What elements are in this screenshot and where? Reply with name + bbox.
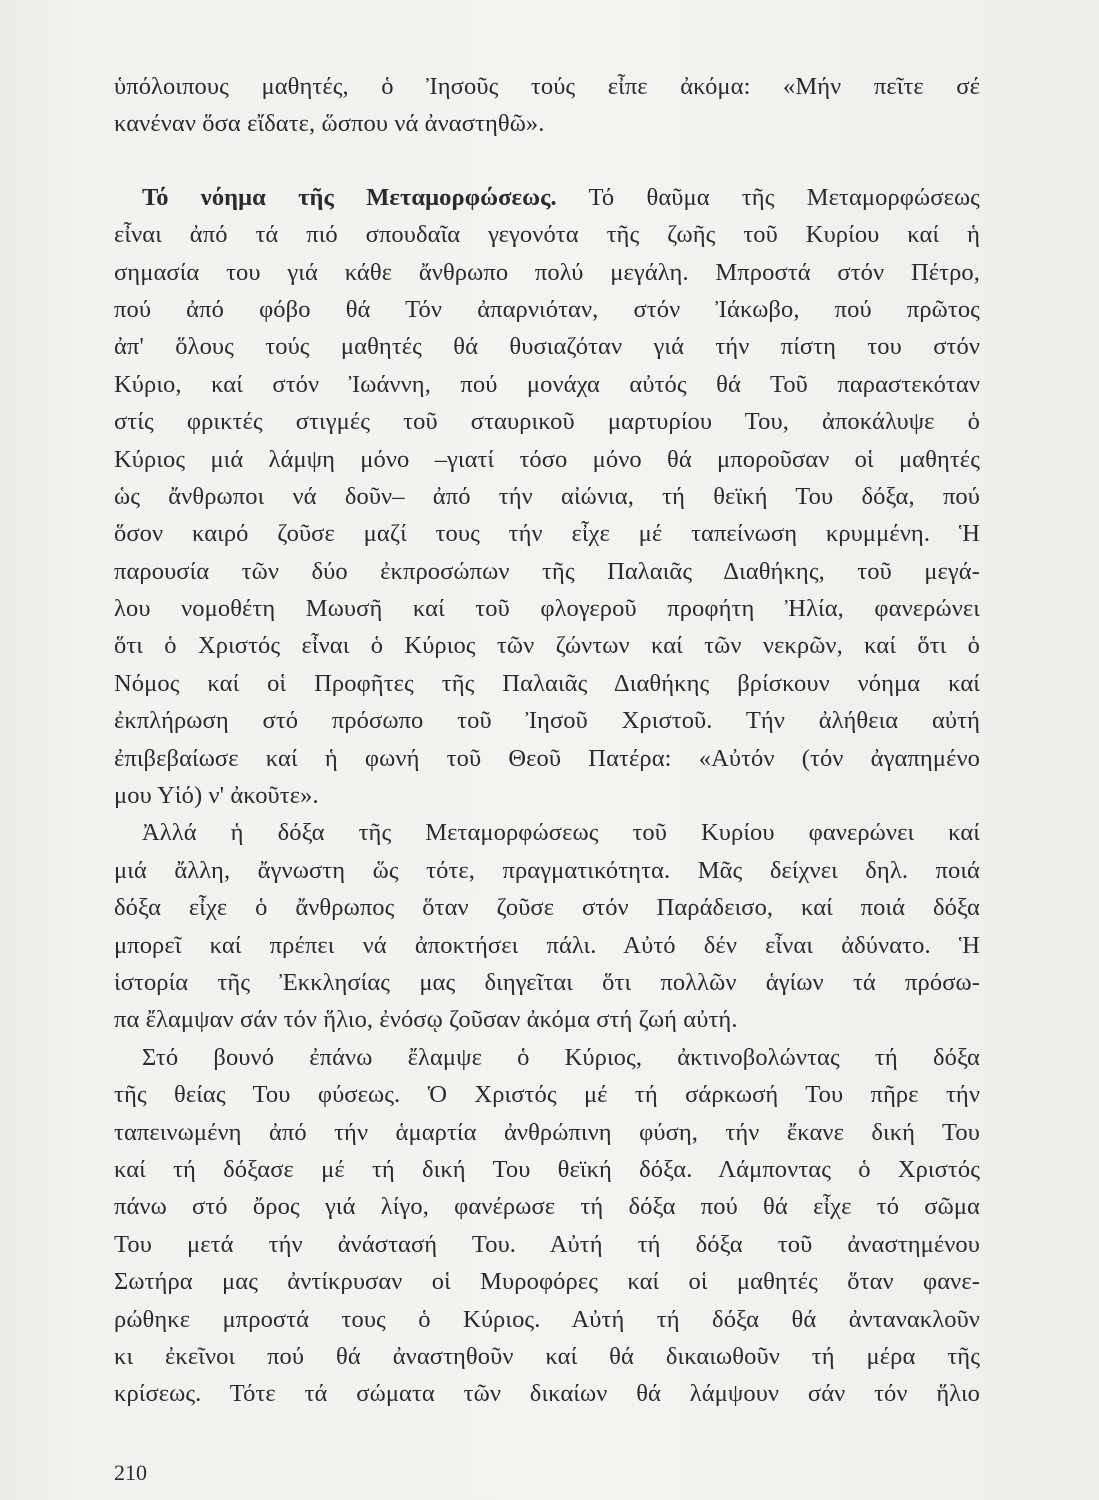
text-line: κρίσεως. Τότε τά σώματα τῶν δικαίων θά λάμψουν σάν τόν ἥλιο — [114, 1380, 980, 1408]
text-line: Ἀλλά ἡ δόξα τῆς Μεταμορφώσεως τοῦ Κυρίου φανερώνει καί — [142, 819, 980, 847]
text-line: ὅτι ὁ Χριστός εἶναι ὁ Κύριος τῶν ζώντων καί τῶν νεκρῶν, καί ὅτι ὁ — [114, 632, 980, 660]
text-line: ὑπόλοιπους μαθητές, ὁ Ἰησοῦς τούς εἶπε ἀκόμα: «Μήν πεῖτε σέ — [114, 73, 980, 100]
text-span: Τό θαῦμα τῆς Μεταμορφώσεως — [588, 183, 980, 211]
page-number: 210 — [114, 1460, 147, 1485]
text-line: κανέναν ὅσα εἴδατε, ὥσπου νά ἀναστηθῶ». — [114, 110, 545, 138]
text-line: ἐκπλήρωση στό πρόσωπο τοῦ Ἰησοῦ Χριστοῦ. Τήν ἀλήθεια αὐτή — [114, 707, 980, 735]
text-line: κι ἐκεῖνοι πού θά ἀναστηθοῦν καί θά δικαιωθοῦν τή μέρα τῆς — [114, 1342, 980, 1370]
paragraph-spacer — [114, 143, 980, 179]
text-line: παρουσία τῶν δύο ἐκπροσώπων τῆς Παλαιᾶς Διαθήκης, τοῦ μεγά- — [114, 557, 980, 585]
text-line: σημασία του γιά κάθε ἄνθρωπο πολύ μεγάλη. Μπροστά στόν Πέτρο, — [114, 258, 980, 286]
text-line: ρώθηκε μπροστά τους ὁ Κύριος. Αὐτή τή δόξα θά ἀντανακλοῦν — [114, 1305, 980, 1333]
text-line: Νόμος καί οἱ Προφῆτες τῆς Παλαιᾶς Διαθήκης βρίσκουν νόημα καί — [114, 669, 980, 697]
text-line: ἱστορία τῆς Ἐκκλησίας μας διηγεῖται ὅτι πολλῶν ἁγίων τά πρόσω- — [114, 968, 980, 996]
text-line: μου Υἱό) ν' ἀκοῦτε». — [114, 782, 319, 810]
text-line: Κύριος μιά λάμψη μόνο –γιατί τόσο μόνο θά μποροῦσαν οἱ μαθητές — [114, 445, 980, 473]
text-line: Στό βουνό ἐπάνω ἔλαμψε ὁ Κύριος, ἀκτινοβολώντας τή δόξα — [142, 1043, 980, 1071]
text-line: μπορεῖ καί πρέπει νά ἀποκτήσει πάλι. Αὐτό δέν εἶναι ἀδύνατο. Ἡ — [114, 931, 980, 959]
text-line: εἶναι ἀπό τά πιό σπουδαῖα γεγονότα τῆς ζωῆς τοῦ Κυρίου καί ἡ — [114, 221, 980, 249]
text-line: Σωτήρα μας ἀντίκρυσαν οἱ Μυροφόρες καί οἱ μαθητές ὅταν φανε- — [114, 1268, 980, 1296]
text-line: ἀπ' ὅλους τούς μαθητές θά θυσιαζόταν γιά τήν πίστη του στόν — [114, 333, 980, 361]
text-line: λου νομοθέτη Μωυσῆ καί τοῦ φλογεροῦ προφήτη Ἠλία, φανερώνει — [114, 595, 980, 623]
text-line: πού ἀπό φόβο θά Τόν ἀπαρνιόταν, στόν Ἰάκωβο, πού πρῶτος — [114, 295, 980, 323]
text-line: πα ἔλαμψαν σάν τόν ἥλιο, ἐνόσῳ ζοῦσαν ἀκόμα στή ζωή αὐτή. — [114, 1006, 738, 1034]
text-line: μιά ἄλλη, ἄγνωστη ὥς τότε, πραγματικότητα. Μᾶς δείχνει δηλ. ποιά — [114, 856, 980, 884]
text-line: δόξα εἶχε ὁ ἄνθρωπος ὅταν ζοῦσε στόν Παράδεισο, καί ποιά δόξα — [114, 894, 980, 922]
text-line: στίς φρικτές στιγμές τοῦ σταυρικοῦ μαρτυρίου Του, ἀποκάλυψε ὁ — [114, 408, 980, 436]
text-line: τῆς θείας Του φύσεως. Ὁ Χριστός μέ τή σάρκωσή Του πῆρε τήν — [114, 1081, 980, 1109]
text-line: ὅσον καιρό ζοῦσε μαζί τους τήν εἶχε μέ ταπείνωση κρυμμένη. Ἡ — [114, 520, 980, 548]
section-heading-line — [114, 179, 980, 216]
text-line: ταπεινωμένη ἀπό τήν ἁμαρτία ἀνθρώπινη φύση, τήν ἔκανε δική Του — [114, 1118, 980, 1146]
text-line: πάνω στό ὄρος γιά λίγο, φανέρωσε τή δόξα πού θά εἶχε τό σῶμα — [114, 1193, 980, 1221]
text-line: ὡς ἄνθρωποι νά δοῦν– ἀπό τήν αἰώνια, τή θεϊκή Του δόξα, πού — [114, 482, 980, 510]
text-line: Του μετά τήν ἀνάστασή Του. Αὐτή τή δόξα τοῦ ἀναστημένου — [114, 1230, 980, 1258]
text-line: καί τή δόξασε μέ τή δική Του θεϊκή δόξα. Λάμποντας ὁ Χριστός — [114, 1155, 980, 1183]
section-heading: Τό νόημα τῆς Μεταμορφώσεως. — [142, 183, 557, 211]
text-line: Κύριο, καί στόν Ἰωάννη, πού μονάχα αὐτός θά Τοῦ παραστεκόταν — [114, 370, 980, 398]
page-text — [114, 68, 980, 1413]
text-line: ἐπιβεβαίωσε καί ἡ φωνή τοῦ Θεοῦ Πατέρα: «Αὐτόν (τόν ἀγαπημένο — [114, 744, 980, 772]
